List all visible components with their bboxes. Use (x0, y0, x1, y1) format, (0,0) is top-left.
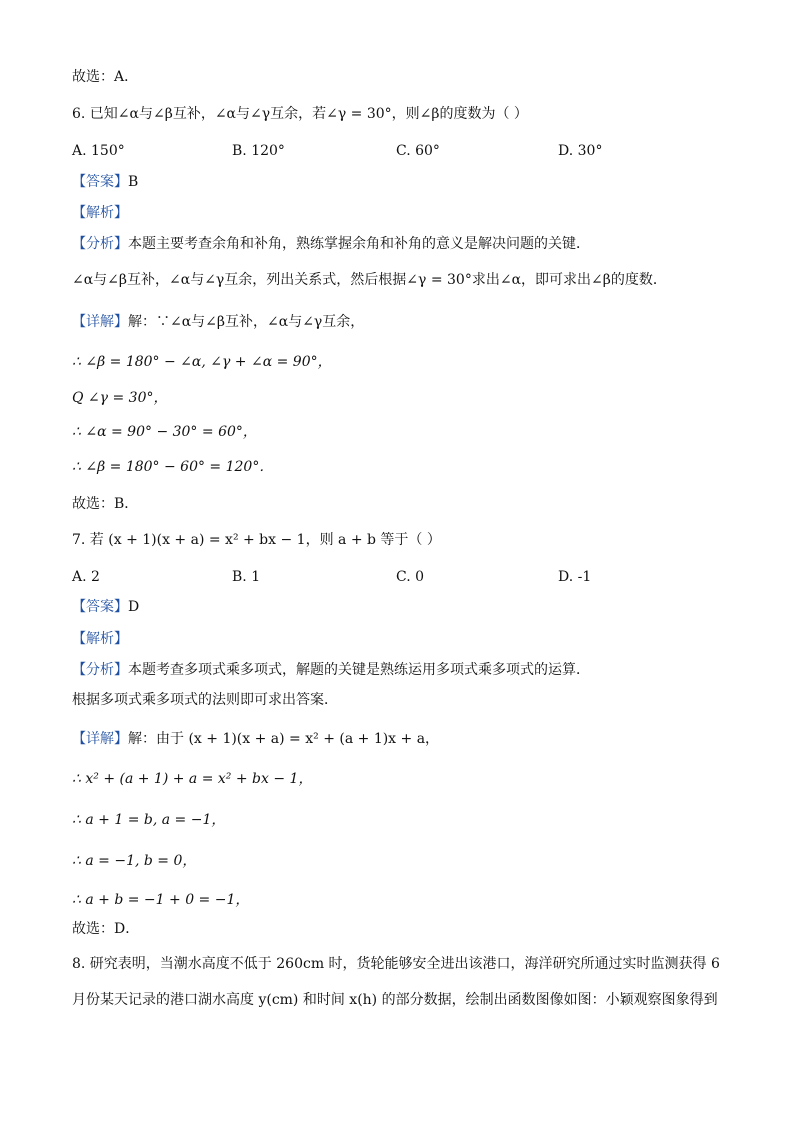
option-b: B. 120° (232, 143, 285, 159)
section-tag: 【详解】 (72, 731, 128, 747)
analysis-6 (72, 235, 734, 253)
section-text: 解：由于 (x + 1)(x + a) = x² + (a + 1)x + a， (128, 731, 440, 747)
question-7: 7. 若 (x + 1)(x + a) = x² + bx − 1，则 a + b 等于（ ） (72, 532, 441, 548)
section-text: B (128, 174, 139, 190)
section-tag: 【解析】 (72, 631, 128, 647)
question-6: 6. 已知∠α与∠β互补，∠α与∠γ互余，若∠γ = 30°，则∠β的度数为（ ） (72, 106, 528, 122)
answer-7 (72, 598, 734, 616)
step-7-3: ∴ a = −1, b = 0， (72, 853, 197, 869)
section-text: 本题考查多项式乘多项式，解题的关键是熟练运用多项式乘多项式的运算． (128, 662, 590, 678)
detail-6 (72, 313, 734, 331)
analysis-6-cont: ∠α与∠β互补，∠α与∠γ互余，列出关系式，然后根据∠γ = 30°求出∠α，即可求出∠β的度数． (72, 272, 667, 288)
option-c: C. 60° (396, 143, 440, 159)
question-8-line-2: 月份某天记录的港口湖水高度 y(cm) 和时间 x(h) 的部分数据，绘制出函数图像如图：小颖观察图象得到 (72, 992, 718, 1008)
step-7-2: ∴ a + 1 = b, a = −1， (72, 812, 226, 828)
options-6 (72, 142, 734, 160)
section-tag: 【解析】 (72, 205, 128, 221)
section-text: 解：∵∠α与∠β互补，∠α与∠γ互余， (128, 314, 365, 330)
option-b: B. 1 (232, 569, 261, 585)
selection-7: 故选：D． (72, 921, 140, 937)
selection-6: 故选：B． (72, 496, 139, 512)
section-text: D (128, 599, 140, 615)
analysis-7 (72, 661, 734, 679)
section-tag: 【答案】 (72, 174, 128, 190)
step-6-1: ∴ ∠β = 180° − ∠α, ∠γ + ∠α = 90°， (72, 354, 332, 370)
analysis-heading-6 (72, 204, 734, 222)
option-d: D. 30° (558, 143, 603, 159)
option-d: D. -1 (558, 569, 592, 585)
selection-line-5: 故选：A． (72, 69, 139, 85)
section-tag: 【分析】 (72, 236, 128, 252)
analysis-heading-7 (72, 630, 734, 648)
option-a: A. 150° (72, 143, 125, 159)
option-c: C. 0 (396, 569, 425, 585)
step-7-4: ∴ a + b = −1 + 0 = −1， (72, 892, 250, 908)
question-8-line-1: 8. 研究表明，当潮水高度不低于 260cm 时，货轮能够安全进出该港口，海洋研究所通过实时监测获得 6 (72, 956, 720, 972)
section-tag: 【答案】 (72, 599, 128, 615)
step-6-4: ∴ ∠β = 180° − 60° = 120°． (72, 459, 274, 475)
answer-6 (72, 173, 734, 191)
option-a: A. 2 (72, 569, 100, 585)
analysis-7-cont: 根据多项式乘多项式的法则即可求出答案． (72, 692, 338, 708)
step-6-2: Q ∠γ = 30°， (72, 390, 168, 406)
step-7-1: ∴ x² + (a + 1) + a = x² + bx − 1， (72, 771, 313, 787)
section-tag: 【分析】 (72, 662, 128, 678)
section-text: 本题主要考查余角和补角，熟练掌握余角和补角的意义是解决问题的关键． (128, 236, 590, 252)
step-6-3: ∴ ∠α = 90° − 30° = 60°， (72, 424, 257, 440)
detail-7 (72, 730, 734, 748)
section-tag: 【详解】 (72, 314, 128, 330)
options-7 (72, 568, 734, 586)
